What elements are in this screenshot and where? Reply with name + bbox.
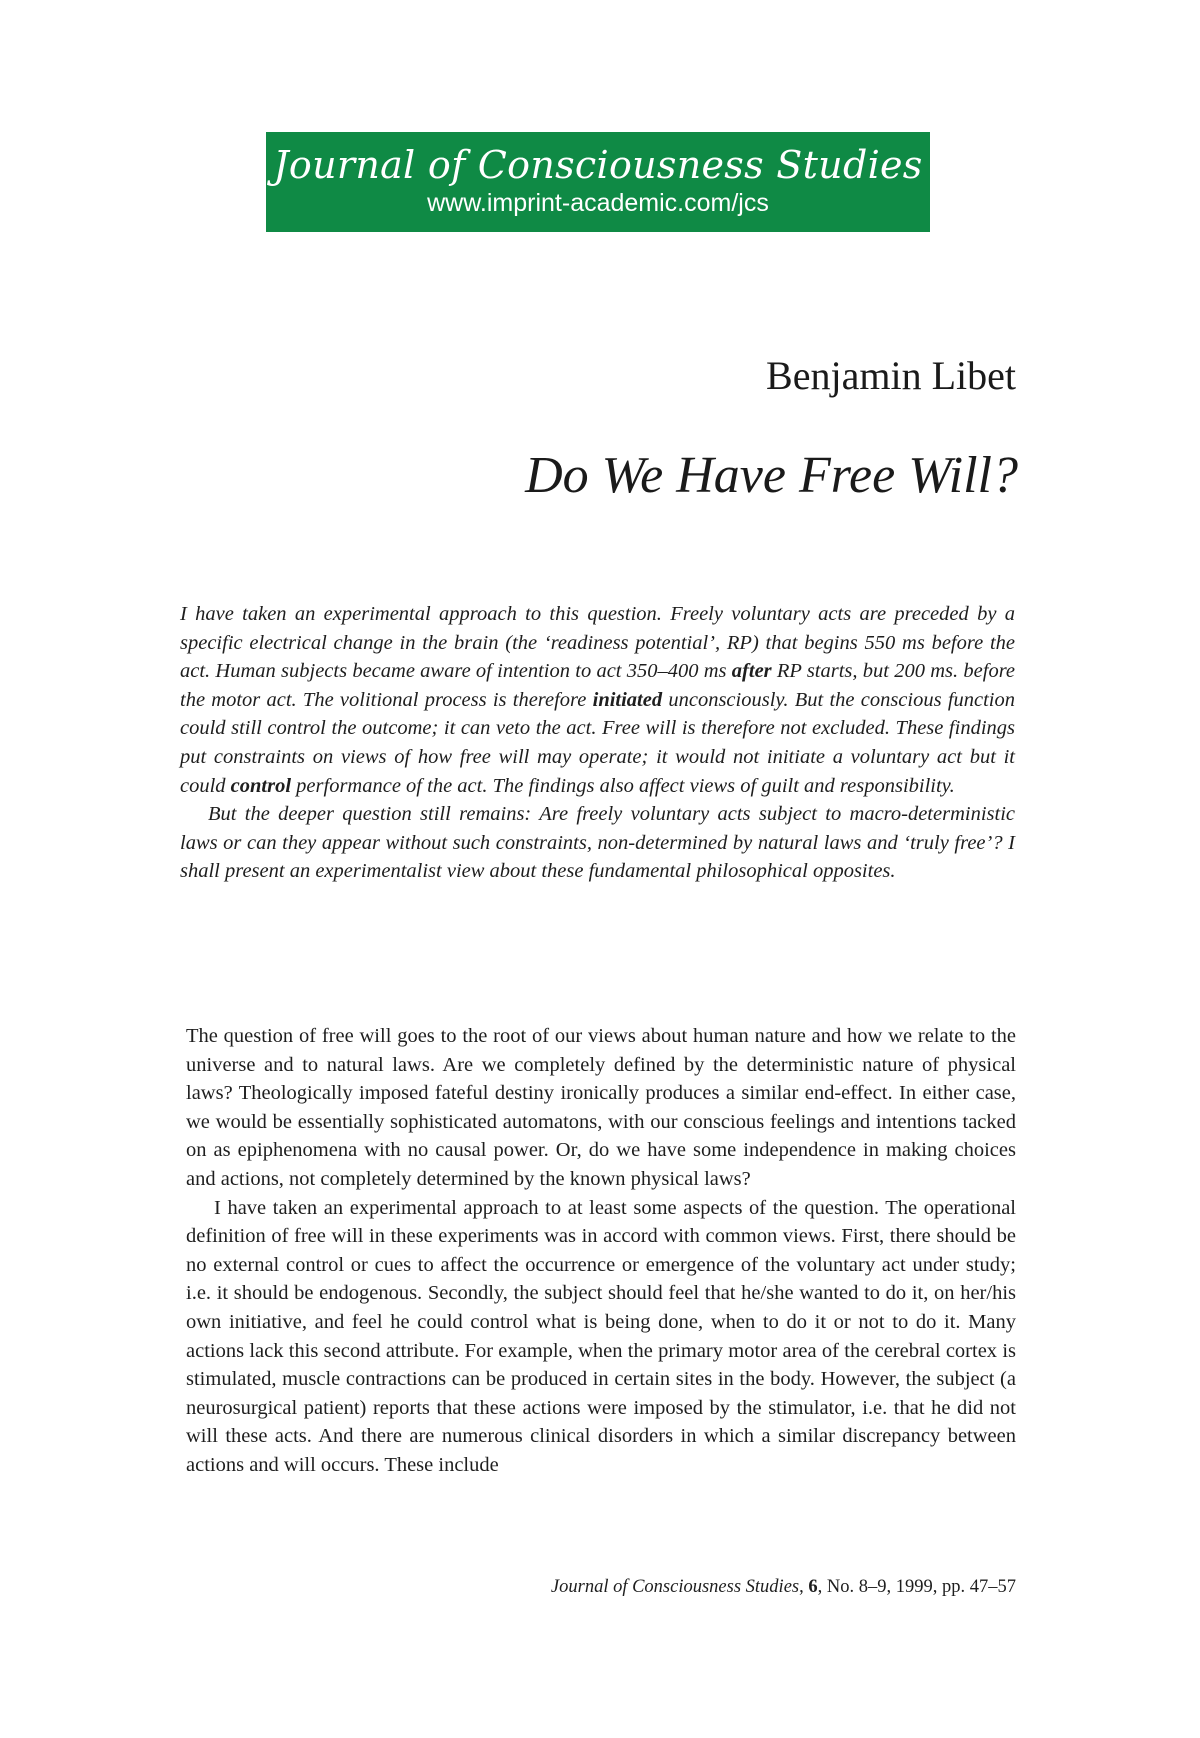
body-paragraph-1: The question of free will goes to the root of our views about human nature and how we relate to the universe and to natural laws. Are we completely defined by the deterministic nature of physical laws? Theologically imposed fateful destiny ironically produces a similar end-effect. In either case, we would be essentially sophisticated automatons, with our conscious feelings and intentions tacked on as epiphenomena with no causal power. Or, do we have some independence in making choices and actions, not completely determined by the known physical laws? bbox=[186, 1025, 1016, 1190]
article-title: Do We Have Free Will? bbox=[525, 447, 1018, 504]
footer-journal: Journal of Consciousness Studies bbox=[550, 1577, 800, 1597]
abstract-emphasis-control: control bbox=[230, 774, 292, 797]
abstract-paragraph-2: But the deeper question still remains: Are freely voluntary acts subject to macro-deterministic laws or can they appear without such constraints, non-determined by natural laws and ‘truly free’? I shall present an experimentalist view about these fundamental philosophical opposites. bbox=[180, 803, 1015, 883]
abstract-emphasis-after: after bbox=[731, 660, 772, 683]
footer-volume: 6 bbox=[808, 1577, 818, 1597]
abstract-text: I have taken an experimental approach to this question. Freely voluntary acts are preceded by a specific electrical change in the brain (the ‘readiness potential’, RP) that begins 550 ms before the act. Human subjects became aware of intention to act 350–400 ms bbox=[180, 603, 1015, 683]
journal-name: Journal of Consciousness Studies bbox=[273, 143, 923, 187]
article-author: Benjamin Libet bbox=[766, 353, 1016, 398]
footer-separator: , bbox=[799, 1577, 809, 1597]
abstract-text: performance of the act. The findings also affect views of guilt and responsibility. bbox=[291, 774, 955, 797]
abstract-emphasis-initiated: initiated bbox=[592, 688, 663, 711]
citation-footer bbox=[551, 1574, 1016, 1600]
footer-issue-pages: , No. 8–9, 1999, pp. 47–57 bbox=[817, 1577, 1016, 1597]
journal-banner bbox=[266, 132, 930, 232]
abstract-text: RP starts, but 200 ms. before the motor act. The volitional process is therefore bbox=[180, 660, 1016, 711]
abstract-text: unconsciously. But the conscious function could still control the outcome; it can veto the act. Free will is therefore not excluded. These findings put constraints on views of how free will may operate; it would not initiate a voluntary act but it could bbox=[180, 688, 1016, 797]
abstract-paragraph-1 bbox=[180, 600, 1015, 800]
body-text bbox=[186, 1022, 1016, 1480]
journal-url[interactable]: www.imprint-academic.com/jcs bbox=[427, 189, 769, 217]
abstract bbox=[180, 600, 1015, 886]
body-paragraph-2: I have taken an experimental approach to at least some aspects of the question. The operational definition of free will in these experiments was in accord with common views. First, there should be no external control or cues to affect the occurrence or emergence of the voluntary act under study; i.e. it should be endogenous. Secondly, the subject should feel that he/she wanted to do it, on her/his own initiative, and feel he could control what is being done, when to do it or not to do it. Many actions lack this second attribute. For example, when the primary motor area of the cerebral cortex is stimulated, muscle contractions can be produced in certain sites in the body. However, the subject (a neurosurgical patient) reports that these actions were imposed by the stimulator, i.e. that he did not will these acts. And there are numerous clinical disorders in which a similar discrepancy between actions and will occurs. These include bbox=[186, 1196, 1016, 1476]
